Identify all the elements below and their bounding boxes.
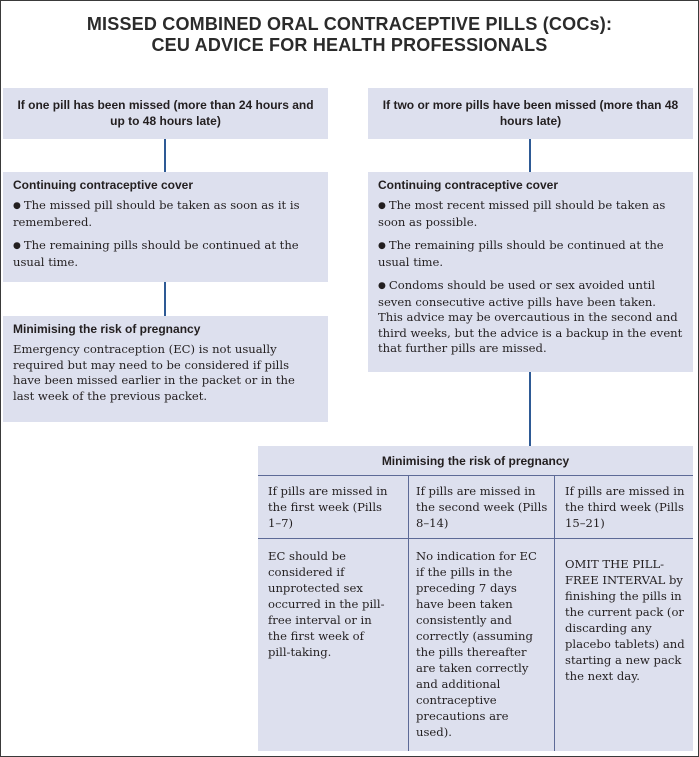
first-week-advice: EC should be considered if unprotected sex occurred in the pill-free interval or in the first week of pill-taking. (268, 549, 385, 659)
connector-line (164, 282, 166, 316)
one-pill-risk-box (3, 316, 328, 422)
section-heading: Minimising the risk of pregnancy (13, 322, 201, 336)
risk-table-heading: Minimising the risk of pregnancy (381, 454, 570, 468)
bullet-icon: ● (378, 201, 386, 211)
bullet-item: ● The missed pill should be taken as soon as it is remembered. (13, 198, 300, 229)
column-divider (408, 475, 409, 751)
second-week-advice: No indication for EC if the pills in the preceding 7 days have been taken consistently and correctly (assuming the pills thereafter are taken correctly and additional contraceptive precautions are used). (416, 549, 537, 739)
bullet-icon: ● (13, 201, 21, 211)
third-week-advice: OMIT THE PILL-FREE INTERVAL by finishing the pills in the current pack (or discarding any placebo tablets) and starting a new pack the next day. (565, 557, 685, 683)
bullet-icon: ● (378, 281, 386, 291)
two-pills-missed-header (368, 88, 693, 139)
bullet-item: ● The remaining pills should be continued at the usual time. (378, 238, 664, 269)
connector-line (529, 372, 531, 446)
column-divider (554, 475, 555, 751)
table-divider (258, 538, 693, 539)
second-week-condition: If pills are missed in the second week (Pills 8–14) (416, 484, 548, 530)
risk-table (258, 446, 693, 751)
one-pill-missed-header (3, 88, 328, 139)
one-pill-cover-box (3, 172, 328, 282)
bullet-item: ● Condoms should be used or sex avoided until seven consecutive active pills have been taken. This advice may be overcautious in the second and third weeks, but the advice is a backup in the event that further pills are missed. (378, 278, 683, 355)
two-pills-missed-text: If two or more pills have been missed (more than 48 hours late) (382, 98, 679, 128)
bullet-icon: ● (378, 241, 386, 251)
title-line-2: CEU ADVICE FOR HEALTH PROFESSIONALS (151, 35, 548, 55)
bullet-item: ● The remaining pills should be continued at the usual time. (13, 238, 299, 269)
risk-text: Emergency contraception (EC) is not usually required but may need to be considered if pills have been missed earlier in the packet or in the last week of the previous packet. (13, 342, 295, 403)
first-week-condition: If pills are missed in the first week (Pills 1–7) (268, 484, 388, 530)
connector-line (164, 139, 166, 172)
connector-line (529, 139, 531, 172)
one-pill-missed-text: If one pill has been missed (more than 24 hours and up to 48 hours late) (17, 98, 314, 128)
third-week-condition: If pills are missed in the third week (Pills 15–21) (565, 484, 685, 530)
bullet-icon: ● (13, 241, 21, 251)
page-title (0, 14, 699, 56)
bullet-item: ● The most recent missed pill should be taken as soon as possible. (378, 198, 666, 229)
table-divider (258, 475, 693, 476)
section-heading: Continuing contraceptive cover (13, 178, 194, 192)
title-line-1: MISSED COMBINED ORAL CONTRACEPTIVE PILLS (COCs): (86, 14, 613, 34)
section-heading: Continuing contraceptive cover (378, 178, 559, 192)
two-pills-cover-box (368, 172, 693, 372)
